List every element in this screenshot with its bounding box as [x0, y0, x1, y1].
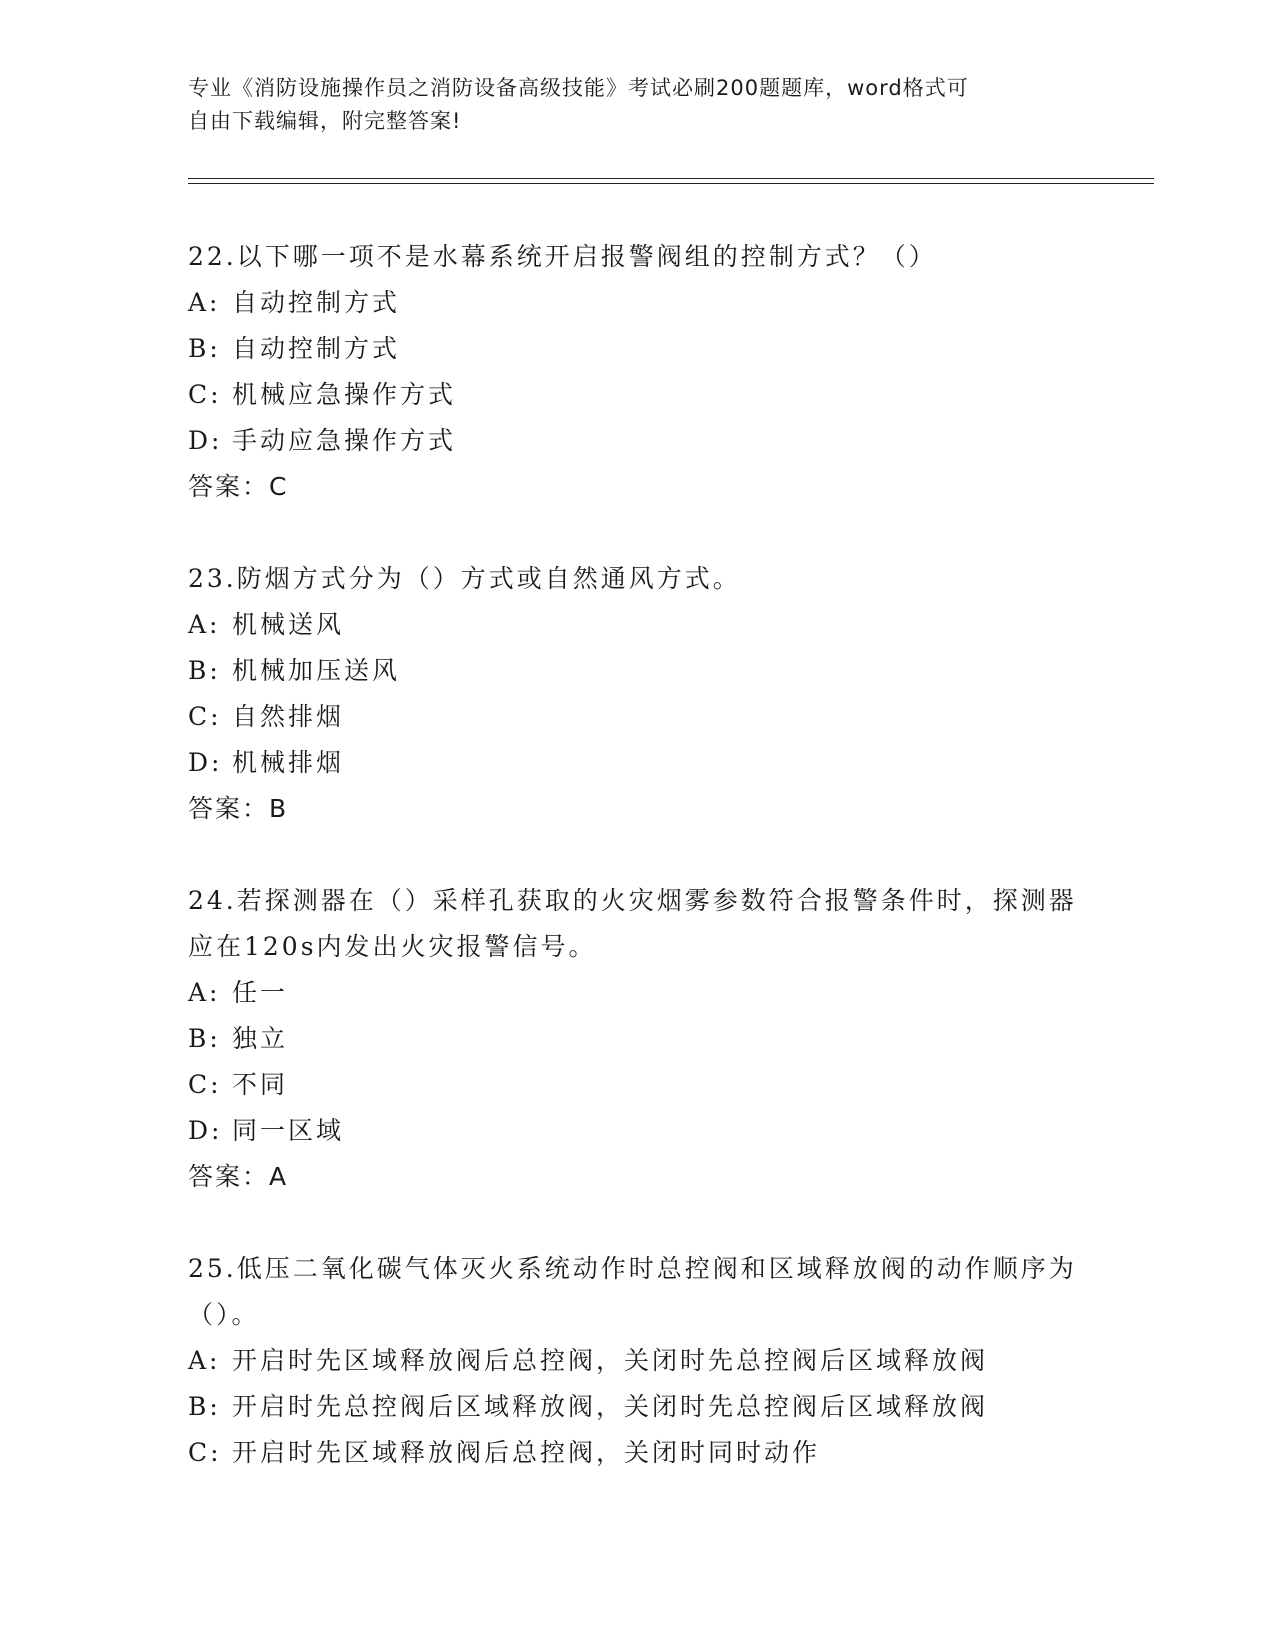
option-letter: C: [188, 702, 222, 731]
option-text: 开启时先区域释放阀后总控阀，关闭时先总控阀后区域释放阀 [232, 1346, 989, 1375]
option-text: 自然排烟 [232, 702, 345, 731]
option-b [188, 648, 1088, 694]
option-letter: B: [188, 656, 221, 685]
option-c [188, 1430, 1088, 1476]
option-letter: C: [188, 1438, 222, 1467]
option-d [188, 418, 1088, 464]
question-22 [188, 234, 1088, 510]
option-text: 机械排烟 [232, 748, 345, 777]
header-divider-top [188, 178, 1154, 179]
question-stem: 23.防烟方式分为（）方式或自然通风方式。 [188, 564, 741, 593]
option-text: 独立 [232, 1024, 289, 1053]
question-stem: 24.若探测器在（）采样孔获取的火灾烟雾参数符合报警条件时，探测器应在120s内发出火灾报警信号。 [188, 886, 1077, 961]
question-23 [188, 556, 1088, 832]
header-divider-bottom [188, 183, 1154, 184]
option-a [188, 970, 1088, 1016]
option-letter: D: [188, 1116, 223, 1145]
option-a [188, 1338, 1088, 1384]
option-letter: D: [188, 748, 223, 777]
question-25 [188, 1246, 1088, 1476]
document-header [188, 72, 1068, 138]
option-text: 开启时先总控阀后区域释放阀，关闭时先总控阀后区域释放阀 [232, 1392, 989, 1421]
option-c [188, 1062, 1088, 1108]
option-text: 机械送风 [232, 610, 345, 639]
option-letter: A: [188, 978, 221, 1007]
option-text: 开启时先区域释放阀后总控阀，关闭时同时动作 [232, 1438, 821, 1467]
option-text: 自动控制方式 [232, 288, 401, 317]
option-a [188, 602, 1088, 648]
option-text: 自动控制方式 [232, 334, 401, 363]
question-stem: 25.低压二氧化碳气体灭火系统动作时总控阀和区域释放阀的动作顺序为（）。 [188, 1254, 1077, 1329]
header-line-1: 专业《消防设施操作员之消防设备高级技能》考试必刷200题题库，word格式可 [188, 76, 969, 100]
option-text: 同一区域 [232, 1116, 345, 1145]
option-letter: A: [188, 288, 221, 317]
header-line-2: 自由下载编辑，附完整答案! [188, 109, 462, 133]
answer-line: 答案：A [188, 1162, 289, 1191]
question-24 [188, 878, 1088, 1200]
option-c [188, 372, 1088, 418]
answer-line: 答案：C [188, 472, 289, 501]
option-b [188, 1384, 1088, 1430]
option-a [188, 280, 1088, 326]
option-b [188, 1016, 1088, 1062]
option-d [188, 740, 1088, 786]
option-letter: B: [188, 1024, 221, 1053]
question-stem: 22.以下哪一项不是水幕系统开启报警阀组的控制方式？（） [188, 242, 937, 271]
option-text: 手动应急操作方式 [232, 426, 457, 455]
option-text: 机械应急操作方式 [232, 380, 457, 409]
option-letter: A: [188, 1346, 221, 1375]
question-list [188, 234, 1088, 1522]
option-letter: C: [188, 1070, 222, 1099]
option-letter: A: [188, 610, 221, 639]
option-letter: D: [188, 426, 223, 455]
option-letter: B: [188, 334, 221, 363]
option-c [188, 694, 1088, 740]
option-text: 任一 [232, 978, 289, 1007]
option-letter: B: [188, 1392, 221, 1421]
option-d [188, 1108, 1088, 1154]
option-text: 不同 [232, 1070, 289, 1099]
option-text: 机械加压送风 [232, 656, 401, 685]
answer-line: 答案：B [188, 794, 289, 823]
option-b [188, 326, 1088, 372]
option-letter: C: [188, 380, 222, 409]
